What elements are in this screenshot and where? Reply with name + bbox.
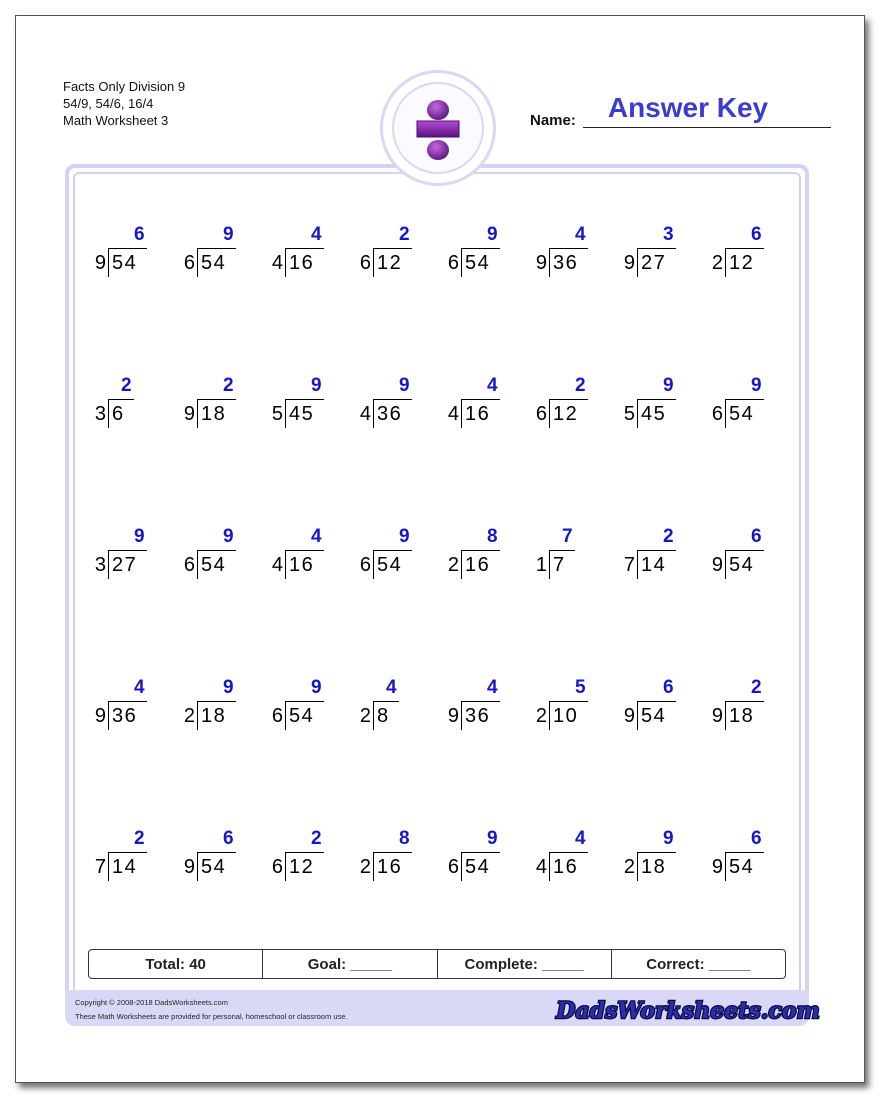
division-problem <box>615 224 705 284</box>
divisor: 9 <box>711 856 723 878</box>
quotient-answer: 2 <box>399 224 410 245</box>
division-problem <box>263 224 353 284</box>
quotient-answer: 4 <box>311 224 322 245</box>
dividend: 54 <box>465 252 491 274</box>
quotient-answer: 9 <box>487 828 498 849</box>
dividend: 6 <box>112 403 125 425</box>
dividend: 12 <box>377 252 403 274</box>
division-problem <box>703 526 793 586</box>
dividend: 18 <box>201 403 227 425</box>
worksheet-title: Facts Only Division 9 <box>63 79 186 94</box>
division-problem <box>703 677 793 737</box>
copyright-text: Copyright © 2008-2018 DadsWorksheets.com <box>75 998 228 1007</box>
dividend: 45 <box>641 403 667 425</box>
dividend: 36 <box>112 705 138 727</box>
quotient-answer: 6 <box>134 224 145 245</box>
quotient-answer: 8 <box>399 828 410 849</box>
badge-inner-ring <box>392 82 484 174</box>
name-field-line[interactable] <box>583 127 831 128</box>
dividend: 12 <box>729 252 755 274</box>
dividend: 54 <box>641 705 667 727</box>
quotient-answer: 9 <box>487 224 498 245</box>
quotient-answer: 9 <box>399 375 410 396</box>
divisor: 9 <box>183 403 195 425</box>
division-problem <box>527 224 617 284</box>
divisor: 2 <box>535 705 547 727</box>
quotient-answer: 4 <box>487 375 498 396</box>
division-problem <box>439 224 529 284</box>
quotient-answer: 6 <box>751 526 762 547</box>
quotient-answer: 4 <box>487 677 498 698</box>
divisor: 6 <box>271 856 283 878</box>
division-problem <box>439 375 529 435</box>
problems-frame-inner <box>73 172 801 1018</box>
division-icon <box>392 82 484 174</box>
dividend: 54 <box>729 856 755 878</box>
quotient-answer: 9 <box>311 677 322 698</box>
dividend: 18 <box>641 856 667 878</box>
division-problem <box>615 375 705 435</box>
dividend: 16 <box>289 252 315 274</box>
division-problem <box>175 224 265 284</box>
division-problem <box>703 375 793 435</box>
division-problem <box>86 526 176 586</box>
dividend: 12 <box>553 403 579 425</box>
division-problem <box>86 375 176 435</box>
problems-frame <box>65 164 809 1026</box>
divisor: 5 <box>623 403 635 425</box>
divisor: 2 <box>359 705 371 727</box>
divisor: 4 <box>535 856 547 878</box>
score-bar <box>88 949 786 979</box>
division-problem <box>86 828 176 888</box>
score-total: Total: 40 <box>89 950 263 978</box>
dividend: 7 <box>553 554 566 576</box>
division-problem <box>263 526 353 586</box>
quotient-answer: 2 <box>751 677 762 698</box>
division-problem <box>263 375 353 435</box>
division-problem <box>263 677 353 737</box>
divisor: 9 <box>711 554 723 576</box>
divisor: 9 <box>711 705 723 727</box>
divisor: 9 <box>94 252 106 274</box>
answer-key-text: Answer Key <box>607 92 769 123</box>
division-problem <box>175 828 265 888</box>
divisor: 6 <box>447 252 459 274</box>
quotient-answer: 9 <box>223 677 234 698</box>
score-goal[interactable]: Goal: _____ <box>263 950 437 978</box>
dividend: 36 <box>465 705 491 727</box>
dividend: 54 <box>112 252 138 274</box>
dividend: 16 <box>465 403 491 425</box>
quotient-answer: 4 <box>134 677 145 698</box>
dividend: 12 <box>289 856 315 878</box>
division-problem <box>703 828 793 888</box>
dividend: 36 <box>377 403 403 425</box>
dividend: 54 <box>377 554 403 576</box>
quotient-answer: 9 <box>223 526 234 547</box>
dividend: 27 <box>112 554 138 576</box>
divisor: 2 <box>447 554 459 576</box>
division-problem <box>615 526 705 586</box>
divisor: 6 <box>271 705 283 727</box>
divisor: 9 <box>535 252 547 274</box>
dividend: 16 <box>465 554 491 576</box>
division-problem <box>175 526 265 586</box>
quotient-answer: 9 <box>311 375 322 396</box>
dividend: 16 <box>553 856 579 878</box>
dividend: 54 <box>729 403 755 425</box>
division-problem <box>527 828 617 888</box>
quotient-answer: 9 <box>399 526 410 547</box>
dividend: 36 <box>553 252 579 274</box>
logo-text: DadsWorksheets.com <box>556 998 820 1024</box>
division-problem <box>175 677 265 737</box>
quotient-answer: 9 <box>751 375 762 396</box>
division-problem <box>175 375 265 435</box>
name-label: Name: <box>530 112 576 129</box>
dividend: 27 <box>641 252 667 274</box>
quotient-answer: 6 <box>663 677 674 698</box>
divisor: 6 <box>183 554 195 576</box>
division-problem <box>351 677 441 737</box>
dividend: 54 <box>465 856 491 878</box>
quotient-answer: 5 <box>575 677 586 698</box>
division-problem <box>703 224 793 284</box>
dividend: 54 <box>201 252 227 274</box>
worksheet-number: Math Worksheet 3 <box>63 113 169 128</box>
divisor: 5 <box>271 403 283 425</box>
division-problem <box>86 224 176 284</box>
dividend: 16 <box>377 856 403 878</box>
worksheet-subtitle: 54/9, 54/6, 16/4 <box>63 96 154 111</box>
divisor: 6 <box>711 403 723 425</box>
divisor: 4 <box>271 554 283 576</box>
quotient-answer: 6 <box>223 828 234 849</box>
division-problem <box>527 375 617 435</box>
dividend: 14 <box>112 856 138 878</box>
quotient-answer: 2 <box>575 375 586 396</box>
division-problem <box>439 828 529 888</box>
divisor: 4 <box>447 403 459 425</box>
quotient-answer: 9 <box>134 526 145 547</box>
divisor: 9 <box>183 856 195 878</box>
divisor: 4 <box>359 403 371 425</box>
usage-notice: These Math Worksheets are provided for personal, homeschool or classroom use. <box>75 1012 348 1021</box>
divisor: 6 <box>447 856 459 878</box>
division-problem <box>615 677 705 737</box>
dividend: 54 <box>201 554 227 576</box>
dividend: 54 <box>729 554 755 576</box>
dividend: 8 <box>377 705 390 727</box>
quotient-answer: 4 <box>311 526 322 547</box>
division-problem <box>439 677 529 737</box>
dividend: 10 <box>553 705 579 727</box>
divisor: 6 <box>359 554 371 576</box>
divisor: 6 <box>359 252 371 274</box>
divisor: 1 <box>535 554 547 576</box>
quotient-answer: 2 <box>663 526 674 547</box>
division-badge <box>380 70 496 186</box>
dadsworksheets-logo[interactable] <box>556 992 820 1026</box>
dividend: 45 <box>289 403 315 425</box>
divisor: 9 <box>447 705 459 727</box>
division-problem <box>351 828 441 888</box>
division-problem <box>615 828 705 888</box>
division-problem <box>351 224 441 284</box>
quotient-answer: 2 <box>121 375 132 396</box>
divisor: 7 <box>94 856 106 878</box>
quotient-answer: 2 <box>134 828 145 849</box>
dividend: 16 <box>289 554 315 576</box>
divisor: 7 <box>623 554 635 576</box>
divisor: 2 <box>183 705 195 727</box>
division-problem <box>86 677 176 737</box>
quotient-answer: 3 <box>663 224 674 245</box>
quotient-answer: 4 <box>575 828 586 849</box>
dividend: 18 <box>729 705 755 727</box>
quotient-answer: 7 <box>562 526 573 547</box>
quotient-answer: 2 <box>311 828 322 849</box>
quotient-answer: 9 <box>663 375 674 396</box>
score-correct[interactable]: Correct: _____ <box>646 956 751 973</box>
dividend: 54 <box>201 856 227 878</box>
quotient-answer: 6 <box>751 828 762 849</box>
divisor: 9 <box>94 705 106 727</box>
divisor: 9 <box>623 705 635 727</box>
score-complete[interactable]: Complete: _____ <box>438 950 612 978</box>
division-problem <box>527 677 617 737</box>
dividend: 18 <box>201 705 227 727</box>
divisor: 9 <box>623 252 635 274</box>
quotient-answer: 4 <box>386 677 397 698</box>
divisor: 3 <box>94 554 106 576</box>
divisor: 3 <box>94 403 106 425</box>
dividend: 54 <box>289 705 315 727</box>
division-problem <box>351 375 441 435</box>
divisor: 2 <box>711 252 723 274</box>
quotient-answer: 9 <box>663 828 674 849</box>
division-problem <box>263 828 353 888</box>
quotient-answer: 6 <box>751 224 762 245</box>
divisor: 6 <box>535 403 547 425</box>
dividend: 14 <box>641 554 667 576</box>
divisor: 2 <box>623 856 635 878</box>
divisor: 2 <box>359 856 371 878</box>
quotient-answer: 4 <box>575 224 586 245</box>
divisor: 6 <box>183 252 195 274</box>
divisor: 4 <box>271 252 283 274</box>
quotient-answer: 9 <box>223 224 234 245</box>
division-problem <box>351 526 441 586</box>
division-problem <box>439 526 529 586</box>
quotient-answer: 2 <box>223 375 234 396</box>
quotient-answer: 8 <box>487 526 498 547</box>
division-problem <box>527 526 617 586</box>
